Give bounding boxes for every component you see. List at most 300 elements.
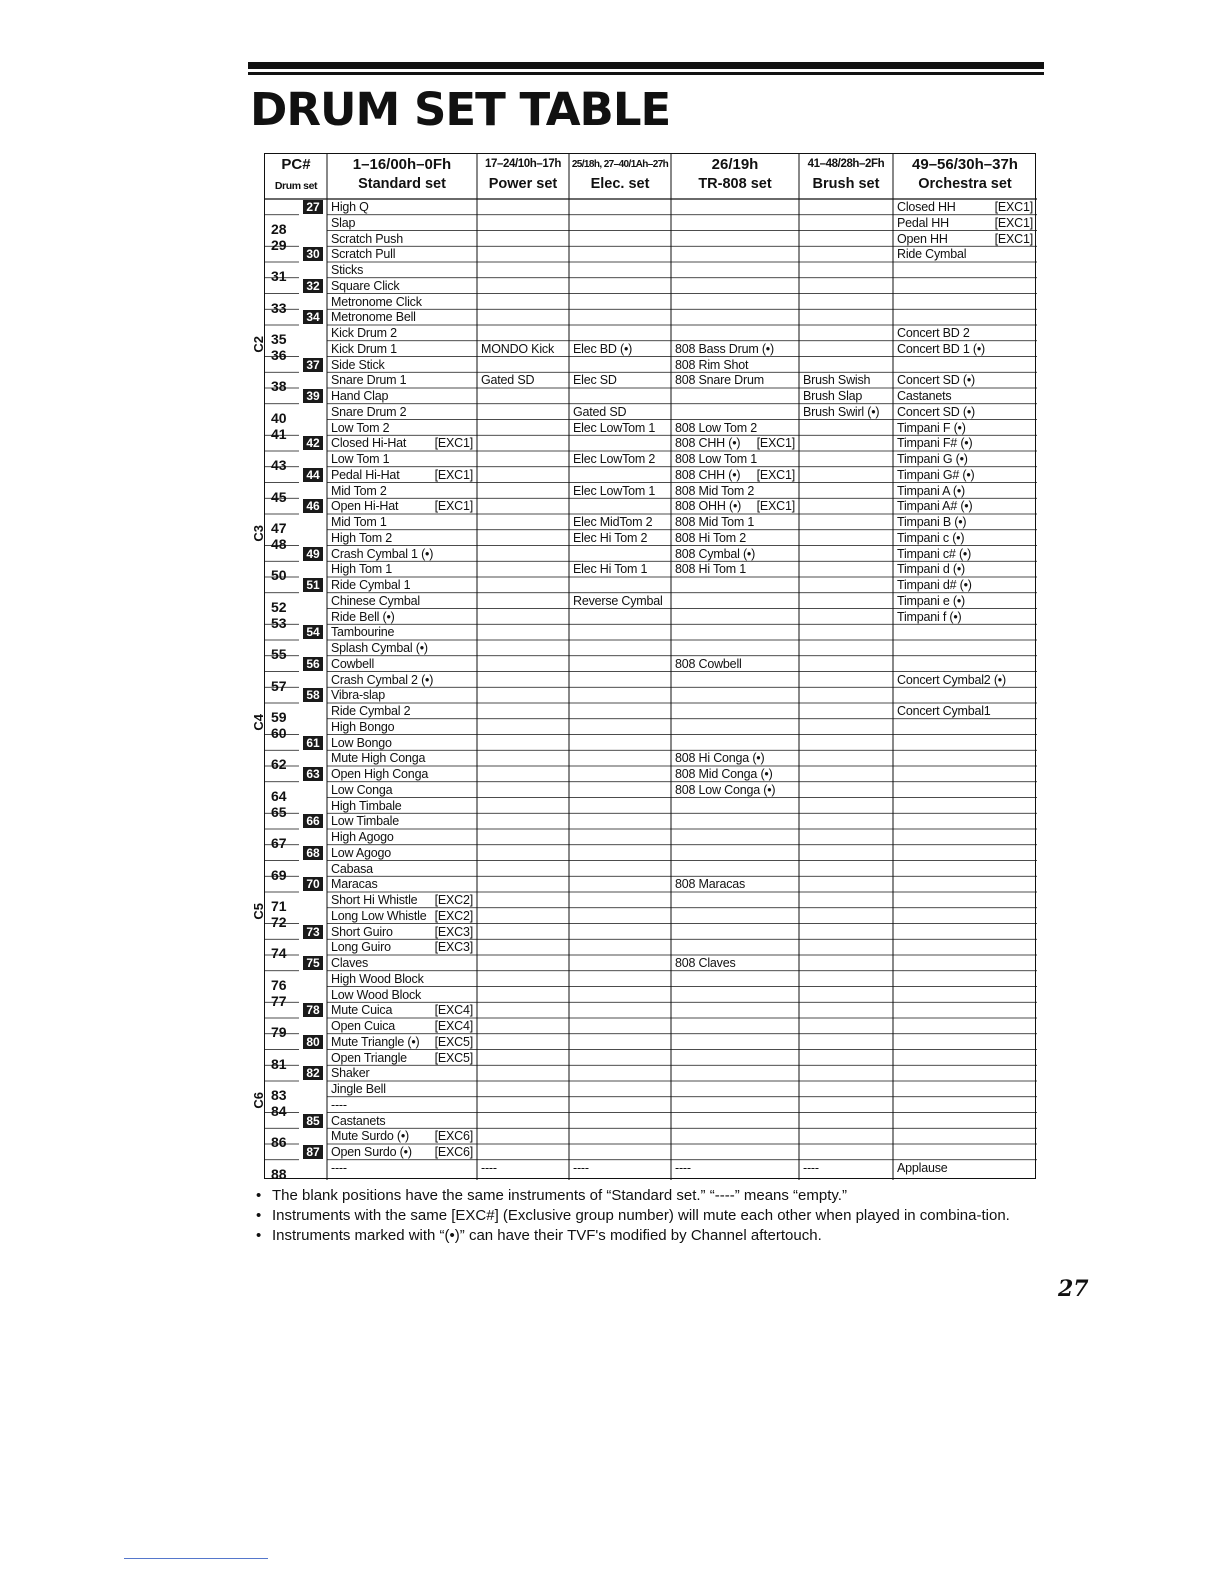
instrument-elec [573, 956, 669, 970]
instrument-standard [331, 972, 475, 986]
instrument-power [481, 1051, 567, 1065]
instrument-name: 808 Mid Tom 1 [675, 515, 755, 529]
note-number-badge: 58 [303, 688, 323, 702]
instrument-name: Timpani d (•) [897, 562, 965, 577]
instrument-orchestra [897, 783, 1035, 797]
instrument-brush [803, 925, 891, 939]
instrument-name: Brush Swirl (•) [803, 404, 880, 419]
instrument-standard [331, 625, 475, 639]
instrument-name: MONDO Kick [481, 341, 555, 356]
header-pc [265, 154, 327, 197]
note-number-badge: 42 [303, 436, 323, 450]
instrument-brush [803, 641, 891, 655]
instrument-power [481, 515, 567, 529]
header-brush-line2: Brush set [812, 176, 880, 192]
instrument-brush [803, 893, 891, 907]
instrument-brush [803, 767, 891, 781]
instrument-name: Metronome Click [331, 294, 422, 309]
instrument-elec [573, 1082, 669, 1096]
instrument-tr808 [675, 814, 797, 828]
instrument-orchestra [897, 1129, 1035, 1143]
instrument-orchestra [897, 1082, 1035, 1096]
instrument-power [481, 200, 567, 214]
instrument-power [481, 673, 567, 687]
instrument-standard [331, 830, 475, 844]
instrument-elec [573, 877, 669, 891]
instrument-tr808 [675, 468, 797, 482]
instrument-standard [331, 688, 475, 702]
instrument-orchestra [897, 531, 1035, 545]
note-number: 57 [271, 677, 287, 694]
instrument-tr808 [675, 751, 797, 765]
instrument-elec [573, 1098, 669, 1112]
instrument-elec [573, 279, 669, 293]
instrument-standard [331, 389, 475, 403]
instrument-tr808 [675, 641, 797, 655]
instrument-tr808 [675, 1051, 797, 1065]
instrument-brush [803, 1082, 891, 1096]
instrument-brush [803, 736, 891, 750]
instrument-tr808 [675, 263, 797, 277]
header-brush-line1: 41–48/28h–2Fh [807, 158, 885, 170]
instrument-power [481, 1082, 567, 1096]
instrument-standard [331, 484, 475, 498]
note-number-badge: 46 [303, 499, 323, 513]
instrument-elec [573, 720, 669, 734]
instrument-name: Elec Hi Tom 2 [573, 530, 648, 545]
note-number: 76 [271, 976, 287, 993]
instrument-orchestra [897, 468, 1035, 482]
instrument-tr808 [675, 956, 797, 970]
instrument-standard [331, 1082, 475, 1096]
instrument-name: Timpani G# (•) [897, 467, 975, 482]
note-number: 48 [271, 535, 287, 552]
instrument-elec [573, 673, 669, 687]
instrument-orchestra [897, 988, 1035, 1002]
instrument-orchestra [897, 310, 1035, 324]
instrument-elec [573, 657, 669, 671]
instrument-standard [331, 594, 475, 608]
note-number: 47 [271, 520, 287, 536]
instrument-tr808 [675, 200, 797, 214]
instrument-elec [573, 452, 669, 466]
note-number: 62 [271, 756, 287, 773]
note-number-badge: 56 [303, 657, 323, 671]
instrument-power [481, 499, 567, 513]
instrument-tr808 [675, 877, 797, 891]
header-standard-line1: 1–16/00h–0Fh [352, 156, 452, 173]
instrument-orchestra [897, 1098, 1035, 1112]
instrument-standard [331, 1035, 475, 1049]
note-number: 43 [271, 457, 287, 473]
note-number-badge: 82 [303, 1066, 323, 1080]
instrument-power [481, 877, 567, 891]
instrument-tr808 [675, 295, 797, 309]
instrument-standard [331, 279, 475, 293]
instrument-elec [573, 468, 669, 482]
instrument-name: Scratch Pull [331, 247, 396, 262]
header-pc-line1: PC# [281, 156, 311, 173]
note-number-badge: 80 [303, 1035, 323, 1049]
instrument-name: Elec SD [573, 373, 617, 388]
instrument-power [481, 704, 567, 718]
instrument-tr808 [675, 799, 797, 813]
instrument-brush [803, 263, 891, 277]
instrument-name: Low Tom 1 [331, 452, 390, 466]
header-orchestra-line2: Orchestra set [918, 176, 1012, 192]
footnote: • Instruments with the same [EXC#] (Exclusive group number) will mute each other when played in combina-tion. [256, 1206, 1046, 1226]
instrument-name: Crash Cymbal 2 (•) [331, 672, 434, 687]
instrument-elec [573, 767, 669, 781]
instrument-orchestra [897, 279, 1035, 293]
instrument-name: Open Hi-Hat [331, 499, 399, 514]
instrument-standard [331, 799, 475, 813]
instrument-tr808 [675, 421, 797, 435]
instrument-name: Concert BD 1 (•) [897, 341, 986, 356]
instrument-power [481, 799, 567, 813]
instrument-orchestra [897, 625, 1035, 639]
exclusive-group: [EXC1] [756, 499, 795, 514]
instrument-elec [573, 531, 669, 545]
instrument-power [481, 767, 567, 781]
instrument-name: Short Hi Whistle [331, 893, 418, 907]
footnote: • The blank positions have the same instruments of “Standard set.” “----” means “empty.” [256, 1186, 1046, 1206]
exclusive-group: [EXC1] [756, 467, 795, 482]
instrument-tr808 [675, 499, 797, 513]
instrument-elec [573, 940, 669, 954]
header-pc-line2: Drum set [274, 180, 318, 192]
instrument-elec [573, 1114, 669, 1128]
instrument-tr808 [675, 1082, 797, 1096]
note-number-badge: 27 [303, 200, 323, 214]
instrument-power [481, 1066, 567, 1080]
instrument-tr808 [675, 1019, 797, 1033]
instrument-brush [803, 499, 891, 513]
exclusive-group: [EXC3] [434, 924, 473, 939]
instrument-brush [803, 1019, 891, 1033]
instrument-orchestra [897, 436, 1035, 450]
note-number: 74 [271, 945, 287, 962]
instrument-standard [331, 263, 475, 277]
instrument-elec [573, 358, 669, 372]
drum-set-table [264, 153, 1036, 1182]
instrument-tr808 [675, 846, 797, 860]
instrument-orchestra [897, 515, 1035, 529]
instrument-name: Mute Triangle (•) [331, 1034, 420, 1049]
instrument-power [481, 736, 567, 750]
instrument-brush [803, 484, 891, 498]
instrument-standard [331, 216, 475, 230]
instrument-elec [573, 342, 669, 356]
instrument-power [481, 814, 567, 828]
instrument-name: Chinese Cymbal [331, 593, 420, 608]
instrument-orchestra [897, 830, 1035, 844]
instrument-name: Open Surdo (•) [331, 1145, 412, 1159]
instrument-name: Splash Cymbal (•) [331, 641, 428, 655]
instrument-tr808 [675, 594, 797, 608]
note-number: 38 [271, 378, 287, 395]
instrument-brush [803, 1051, 891, 1065]
note-number: 31 [271, 268, 287, 284]
instrument-standard [331, 846, 475, 860]
instrument-standard [331, 436, 475, 450]
exclusive-group: [EXC2] [434, 893, 473, 907]
top-rule-thin [248, 72, 1044, 75]
instrument-elec [573, 216, 669, 230]
instrument-name: Mute High Conga [331, 751, 426, 766]
instrument-name: High Timbale [331, 798, 402, 813]
note-number: 88 [271, 1165, 287, 1182]
instrument-name: Timpani F (•) [897, 420, 966, 435]
instrument-name: Hand Clap [331, 389, 389, 403]
instrument-orchestra [897, 247, 1035, 261]
instrument-name: Ride Cymbal 2 [331, 704, 411, 718]
instrument-power [481, 909, 567, 923]
instrument-name: Timpani F# (•) [897, 436, 973, 451]
instrument-standard [331, 326, 475, 340]
instrument-name: Shaker [331, 1066, 370, 1081]
instrument-name: Closed HH [897, 200, 956, 214]
instrument-power [481, 389, 567, 403]
instrument-name: ---- [573, 1160, 589, 1175]
instrument-elec [573, 373, 669, 387]
instrument-orchestra [897, 720, 1035, 734]
instrument-name: Low Bongo [331, 735, 392, 750]
note-number: 71 [271, 898, 287, 914]
instrument-name: Crash Cymbal 1 (•) [331, 546, 434, 561]
instrument-orchestra [897, 751, 1035, 765]
instrument-name: 808 Maracas [675, 877, 746, 892]
instrument-power [481, 547, 567, 561]
instrument-name: 808 Low Conga (•) [675, 782, 776, 797]
exclusive-group: [EXC5] [434, 1034, 473, 1049]
instrument-brush [803, 389, 891, 403]
exclusive-group: [EXC1] [434, 467, 473, 482]
instrument-orchestra [897, 846, 1035, 860]
instrument-orchestra [897, 893, 1035, 907]
header-elec-line1: 25/18h, 27–40/1Ah–27h [571, 159, 669, 170]
instrument-standard [331, 1161, 475, 1175]
instrument-name: Elec Hi Tom 1 [573, 562, 648, 577]
instrument-standard [331, 499, 475, 513]
note-number: 69 [271, 866, 287, 883]
note-number: 81 [271, 1055, 287, 1072]
note-number: 67 [271, 835, 287, 851]
instrument-power [481, 862, 567, 876]
instrument-elec [573, 704, 669, 718]
instrument-name: Kick Drum 1 [331, 341, 397, 356]
instrument-standard [331, 704, 475, 718]
octave-label: C6 [251, 1091, 266, 1109]
instrument-tr808 [675, 279, 797, 293]
exclusive-group: [EXC1] [994, 200, 1033, 214]
instrument-standard [331, 468, 475, 482]
instrument-name: 808 CHH (•) [675, 436, 741, 451]
note-number-badge: 32 [303, 279, 323, 293]
instrument-brush [803, 232, 891, 246]
instrument-orchestra [897, 940, 1035, 954]
instrument-orchestra [897, 578, 1035, 592]
page-number: 27 [1058, 1276, 1089, 1302]
instrument-standard [331, 862, 475, 876]
instrument-name: Gated SD [481, 373, 535, 388]
instrument-name: Short Guiro [331, 924, 393, 939]
instrument-elec [573, 846, 669, 860]
instrument-orchestra [897, 232, 1035, 246]
instrument-tr808 [675, 247, 797, 261]
instrument-power [481, 1003, 567, 1017]
exclusive-group: [EXC2] [434, 908, 473, 923]
instrument-name: ---- [331, 1160, 347, 1175]
instrument-brush [803, 799, 891, 813]
exclusive-group: [EXC4] [434, 1003, 473, 1018]
instrument-orchestra [897, 295, 1035, 309]
exclusive-group: [EXC1] [994, 215, 1033, 230]
instrument-orchestra [897, 326, 1035, 340]
note-number: 84 [271, 1102, 287, 1119]
instrument-power [481, 342, 567, 356]
instrument-tr808 [675, 216, 797, 230]
instrument-standard [331, 358, 475, 372]
instrument-orchestra [897, 263, 1035, 277]
instrument-elec [573, 200, 669, 214]
instrument-brush [803, 720, 891, 734]
instrument-name: Cabasa [331, 861, 373, 876]
instrument-name: Open HH [897, 231, 948, 246]
instrument-orchestra [897, 358, 1035, 372]
instrument-standard [331, 1114, 475, 1128]
octave-label: C5 [251, 902, 266, 920]
instrument-power [481, 468, 567, 482]
instrument-tr808 [675, 862, 797, 876]
octave-label: C4 [251, 713, 266, 731]
instrument-power [481, 972, 567, 986]
instrument-name: 808 Low Tom 2 [675, 420, 757, 435]
instrument-elec [573, 1003, 669, 1017]
instrument-standard [331, 547, 475, 561]
instrument-name: High Q [331, 200, 369, 214]
instrument-name: Vibra-slap [331, 688, 386, 703]
instrument-brush [803, 216, 891, 230]
instrument-brush [803, 625, 891, 639]
instrument-name: Concert SD (•) [897, 404, 975, 419]
instrument-name: 808 Snare Drum [675, 373, 764, 388]
instrument-standard [331, 310, 475, 324]
instrument-name: Ride Cymbal [897, 247, 967, 262]
instrument-tr808 [675, 578, 797, 592]
instrument-elec [573, 751, 669, 765]
instrument-brush [803, 515, 891, 529]
instrument-name: Brush Swish [803, 373, 871, 388]
instrument-brush [803, 610, 891, 624]
footnote: • Instruments marked with “(•)” can have their TVF's modified by Channel aftertouch. [256, 1226, 1046, 1246]
instrument-elec [573, 310, 669, 324]
instrument-tr808 [675, 515, 797, 529]
instrument-name: 808 Hi Tom 2 [675, 530, 747, 545]
instrument-orchestra [897, 688, 1035, 702]
instrument-orchestra [897, 342, 1035, 356]
instrument-brush [803, 279, 891, 293]
instrument-standard [331, 1019, 475, 1033]
note-number-badge: 49 [303, 547, 323, 561]
instrument-orchestra [897, 484, 1035, 498]
exclusive-group: [EXC1] [434, 499, 473, 514]
note-number: 41 [271, 425, 287, 442]
instrument-brush [803, 940, 891, 954]
instrument-orchestra [897, 862, 1035, 876]
instrument-standard [331, 925, 475, 939]
instrument-standard [331, 1003, 475, 1017]
note-number: 55 [271, 646, 287, 662]
instrument-elec [573, 389, 669, 403]
instrument-brush [803, 562, 891, 576]
instrument-elec [573, 988, 669, 1002]
note-number-badge: 66 [303, 814, 323, 828]
note-number-badge: 54 [303, 625, 323, 639]
instrument-name: High Agogo [331, 830, 394, 844]
instrument-name: Timpani d# (•) [897, 578, 972, 592]
instrument-elec [573, 421, 669, 435]
instrument-tr808 [675, 767, 797, 781]
instrument-tr808 [675, 1114, 797, 1128]
instrument-name: Concert Cymbal2 (•) [897, 672, 1006, 687]
instrument-power [481, 326, 567, 340]
instrument-name: Cowbell [331, 656, 375, 671]
instrument-name: Square Click [331, 278, 400, 293]
note-number-badge: 78 [303, 1003, 323, 1017]
instrument-orchestra [897, 594, 1035, 608]
instrument-brush [803, 862, 891, 876]
instrument-tr808 [675, 484, 797, 498]
instrument-name: 808 Hi Conga (•) [675, 751, 765, 766]
instrument-elec [573, 925, 669, 939]
instrument-power [481, 956, 567, 970]
instrument-orchestra [897, 877, 1035, 891]
instrument-power [481, 925, 567, 939]
instrument-tr808 [675, 688, 797, 702]
instrument-elec [573, 499, 669, 513]
instrument-name: Reverse Cymbal [573, 593, 663, 608]
instrument-tr808 [675, 893, 797, 907]
instrument-name: Open High Conga [331, 767, 429, 781]
instrument-brush [803, 468, 891, 482]
exclusive-group: [EXC4] [434, 1019, 473, 1033]
instrument-orchestra [897, 814, 1035, 828]
instrument-elec [573, 783, 669, 797]
instrument-tr808 [675, 358, 797, 372]
instrument-brush [803, 846, 891, 860]
exclusive-group: [EXC3] [434, 940, 473, 955]
instrument-name: Long Low Whistle [331, 908, 427, 923]
instrument-orchestra [897, 673, 1035, 687]
instrument-brush [803, 657, 891, 671]
instrument-power [481, 263, 567, 277]
instrument-orchestra [897, 1051, 1035, 1065]
instrument-elec [573, 893, 669, 907]
instrument-name: Castanets [897, 389, 952, 403]
instrument-standard [331, 405, 475, 419]
instrument-brush [803, 310, 891, 324]
instrument-standard [331, 342, 475, 356]
instrument-name: Kick Drum 2 [331, 326, 397, 340]
instrument-elec [573, 1161, 669, 1175]
note-number: 35 [271, 331, 287, 347]
instrument-name: Mid Tom 1 [331, 515, 387, 529]
instrument-brush [803, 688, 891, 702]
instrument-brush [803, 1161, 891, 1175]
instrument-tr808 [675, 925, 797, 939]
instrument-brush [803, 436, 891, 450]
